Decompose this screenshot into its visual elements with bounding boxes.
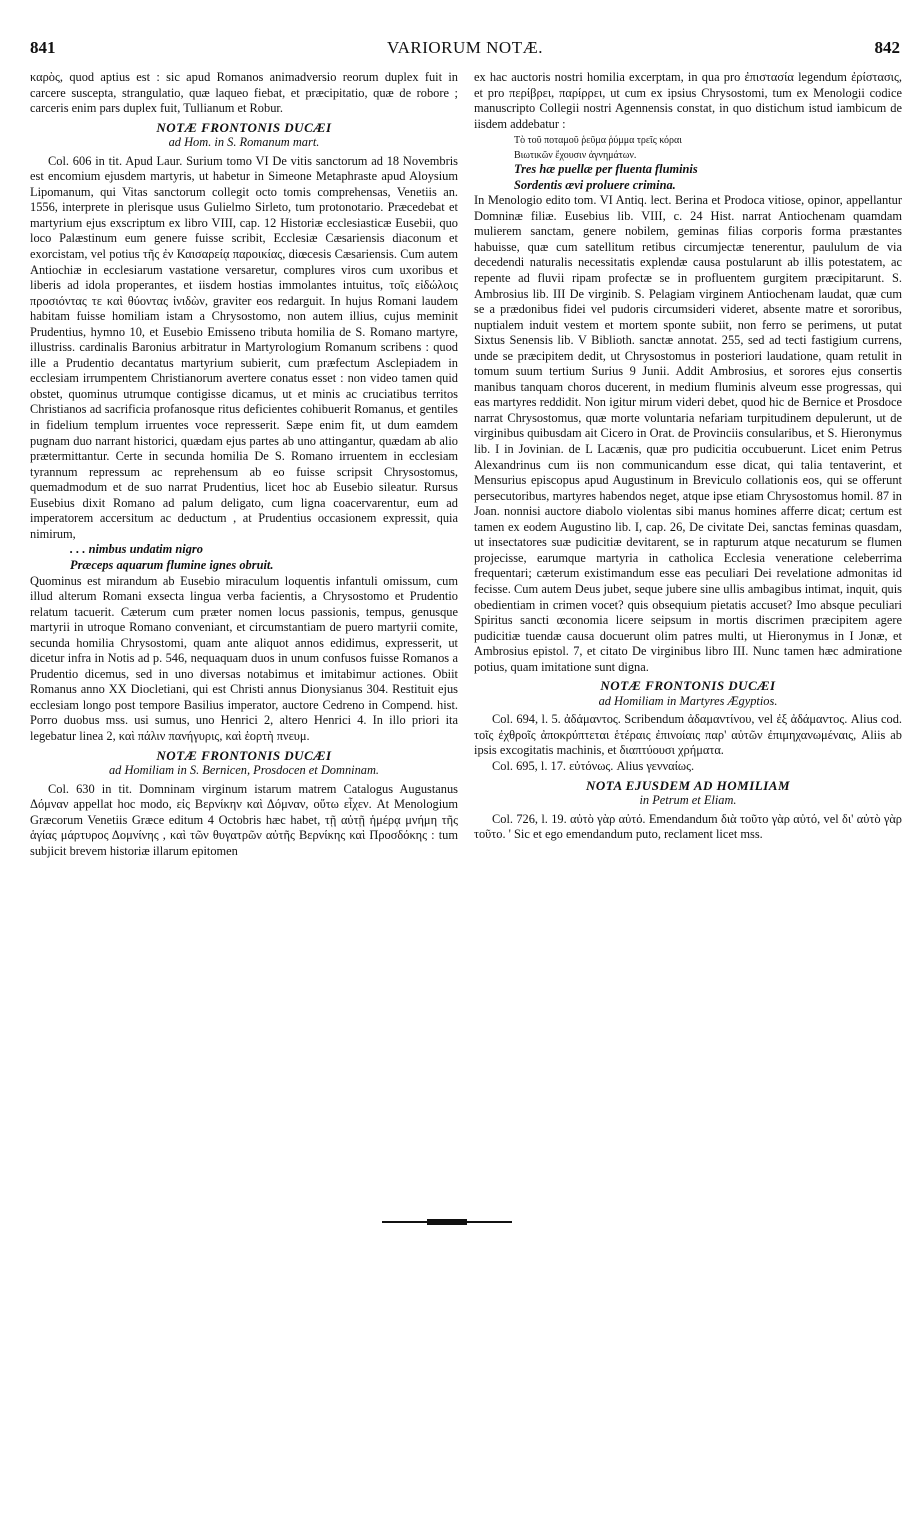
section-subtitle: in Petrum et Eliam. — [639, 793, 737, 808]
section-heading: NOTÆ FRONTONIS DUCÆI — [600, 678, 776, 694]
page-number-right: 842 — [874, 38, 900, 57]
paragraph: Quominus est mirandum ab Eusebio miraculum loquentis infantuli omissum, cum illud alterum Romani exsecta lingua verba facientis, a Chrysostomo et Prudentio relatum tacuerit. Cæterum cum præter nomen locus passionis, tempus, genusque martyrii in utroque Romano conveniant, et circumstantiam de puero martyrii comite, secunda homilia Chrysostomi, quam ante aliquot annos edidimus, expresserit, ut dicetur infra in Notis ad p. 546, nequaquam duos in unum confusos fuisse Romanos a Prudentio dicemus, sed in uno diversas notabimus et imitabimur actiones. Obiit Romanus anno XX Diocletiani, qui est Christi annus Dionysianus 304. Restituit ejus ecclesiam longo post tempore Basilius imperator, auctore Cedreno in Compend. hist. Porro duobus mss. usi sumus, uno Henrici 2, altero Henrici 4. In illo priori ita legebatur linea 2, καὶ πάλιν πανήγυρις, καὶ ἑορτὴ πνευμ. — [30, 573, 458, 743]
verse-line: Sordentis ævi proluere crimina. — [514, 177, 676, 192]
section-subtitle: ad Homiliam in Martyres Ægyptios. — [598, 693, 778, 708]
paragraph: ex hac auctoris nostri homilia excerptam, in qua pro ἐπιστασία legendum ἐρίστασις, et pro περίβρει, παρίρρει, ut cum ex ipsius Chrysostomi, tum ex Menologii codice manuscripto Collegii nostri Agennensis constat, in quo distichum istud iambicum de iisdem addebatur : — [474, 70, 902, 131]
running-title: VARIORUM NOTÆ. — [387, 38, 543, 57]
greek-verse-line: Βιωτικῶν ἔχουσιν ἀγνημάτων. — [514, 150, 637, 162]
verse-line: Præceps aquarum flumine ignes obruit. — [70, 557, 274, 572]
section-heading: NOTA EJUSDEM AD HOMILIAM — [585, 777, 791, 793]
paragraph: In Menologio edito tom. VI Antiq. lect. Berina et Prodoca vitiose, opinor, appellantur Domninæ filiæ. Eusebius lib. VIII, c. 24 Hist. narrat Antiochenam quamdam mulierem sanctam, genere nobilem, geminas filias corporis forma præstantes habuisse, quæ cum satellitum retibus circumjectæ tenerentur, paululum de via decedendi naturalis necessitatis explendæ causa postularunt ab illis potestatem, ac repente ad fluvii ripam profectæ se in profluentem gurgitem præcipitarunt. S. Ambrosius lib. III De virginib. S. Pelagiam virginem Antiochenam laudat, quæ cum se a prædonibus fidei vel pudoris circumsideri videret, absente matre et sororibus, nuptialem induit vestem et mortem sponte subiit, non ferro se perimens, ut putat Sixtus Senensis lib. V Biblioth. sanctæ annotat. 255, sed ad tecti fastigium currens, unde se præcipitem dedit, ut Chrysostomus in posteriori laudatione, quam retulit in tomum suum tertium Surius 9 Junii. Addit Ambrosius, et sorores ejus consertis manibus tanquam choros ducerent, in medium fluminis alveum esse progressas, qui eas martyres reddidit. Non igitur mirum videri debet, quod hic de Bernice et Prosdoce narrat Chrysostomus, quæ morte voluntaria nefariam turpitudinem depulerunt, ut de virginibus quibusdam ait Cicero in Orat. de Provinciis consularibus, et S. Hieronymus lib. I in Jovinian. de L Lacænis, quæ pro pudicitia occubuerunt. Licet enim Petrus Alexandrinus cum iis non communicandum esse dicat, qui talia tentaverint, et Mensurius episcopus apud Augustinum in Breviculo collationis eos, qui se offerunt persecutoribus, martyres habendos neget, atque ipse etiam Chrysostomus homil. 87 in Joan. nonnisi auctore diabolo violentas sibi manus homines afferre dicat; certum est tamen ex eodem Augustino lib. I, cap. 26, De civitate Dei, sanctas feminas quasdam, ut insectatores suæ pudicitiæ devitarent, se in rapturum atque necaturum se flumen projecisse, earumque martyria in catholica Ecclesia veneratione celeberrima frequentari; cæterum existimandum esse eas peculiari Dei revelatione admonitas id fecisse. Cum autem Deus jubet, seque jubere sine ullis ambagibus intimat, inquit, quis obedientiam in crimen vocet? quis obsequium pietatis accuset? Imo absque peculiari Spiritus sancti œconomia licere seipsum in mortis discrimen præcipitem agere pudicitiæ tuendæ causa docuerunt olim patres multi, ut Hieronymus in I Jonæ, et Ambrosius epistol. 7, et citato De virginibus libro III. Nunc tamen hæc admiratione potius, quam imitatione sunt digna. — [474, 193, 902, 674]
section-heading: NOTÆ FRONTONIS DUCÆI — [156, 119, 332, 135]
end-ornament — [382, 1218, 512, 1226]
paragraph: Col. 726, l. 19. αὐτὸ γὰρ αὐτό. Emendandum διὰ τοῦτο γὰρ αὐτό, vel δι' αὐτὸ γὰρ τοῦτο. ' Sic et ego emendandum puto, reclament licet mss. — [474, 811, 902, 842]
paragraph: Col. 630 in tit. Domninam virginum istarum matrem Catalogus Augustanus Δόμναν appellat hoc modo, εἰς Βερνίκην καὶ Δόμναν, οὕτω εἶχεν. At Menologium Græcorum Venetiis Græce editum 4 Octobris hæc habet, τῇ αὐτῇ ἡμέρᾳ μνήμη τῆς ἁγίας μάρτυρος Δομνίνης , καὶ τῶν θυγατρῶν αὐτῆς Βερνίκης καὶ Προσδόκης : tum subjicit brevem historiæ illarum epitomen — [30, 781, 458, 858]
greek-verse-line: Τὸ τοῦ ποταμοῦ ῥεῦμα ῥύμμα τρεῖς κόραι — [514, 135, 682, 147]
paragraph: Col. 606 in tit. Apud Laur. Surium tomo VI De vitis sanctorum ad 18 Novembris est encomium ejusdem martyris, ut habetur in Simeone Metaphraste apud Aloysium Lipomanum, qui Vitas sanctorum collegit octo tomis comprehensas, Venetiis an. 1556, interprete in plerisque usus Gulielmo Sirleto, tum protonotario. Præcedebat et martyrium ejus exscriptum ex libro VIII, cap. 12 Historiæ ecclesiasticæ Eusebii, quo loco Palæstinum eum genere fuisse scribit, Ecclesiæ Cæsariensis diaconum et exorcistam, vel potius τῆς ἐν Καισαρείᾳ παροικίας, diœcesis Cæsariensis. Cum autem Antiochiæ in ecclesiarum vastatione versaretur, complures viros cum uxoribus et liberis ad idola properantes, et iisdem hostias immolantes intuitus, τοῖς εἰδώλοις προσιόντας τε καὶ θύοντας ἰνιδὼν, graviter eos redarguit. In hujus Romani laudem habitam fuisse homiliam istam a Chrysostomo, non autem illius, cujus meminit Prudentius, hymno 10, et Eusebio Emisseno tributa homilia de S. Romano martyre, illustriss. cardinalis Baronius arbitratur in Martyrologium Romanum scribens : quod ille a Prudentio decantatus martyrium subierit, cum præfectum Asclepiadem in ecclesiam irrumpentem Christianorum avertere conatus esset : non video tamen quid obstet, quominus utrumque contigisse dicamus, ut et minis ac cruciatibus territos Christianos ad sacrificia profanosque ritus deficientes cohibuerit Romanus, et gentiles in fidelium templum irruentes voce represserit. Sæpe enim fit, ut dum eamdem pugnam duo narrant historici, quædam ejus partes ab uno attingantur, quædam ab alio prætermittantur. Certe in secunda homilia De S. Romano irruentem in ecclesiam tyrannum repressum ac reprehensum ab eo fuisse scripsit Chrysostomus, quemadmodum et de suo narrat Prudentius, licet hoc ab Eusebio sileatur. Rursus Eusebius dixit Romano ad palum deligato, cum ligna coacervarentur, eum ad imperatorem accersitum ac deductum , at Prudentius occasionem expressit, quia nimirum, — [30, 153, 458, 541]
verse-line: Tres hæ puellæ per fluenta fluminis — [514, 162, 698, 177]
paragraph: καρὸς, quod aptius est : sic apud Romanos animadversio reorum duplex fuit in carcere suscepta, strangulatio, quæ laqueo fiebat, et præcipitatio, quæ de robore ; carceris enim pars duplex fuit, Tullianum et Robur. — [30, 70, 458, 116]
page-header — [30, 38, 900, 60]
section-subtitle: ad Homiliam in S. Bernicen, Prosdocen et Domninam. — [108, 763, 380, 778]
page-number-left: 841 — [30, 38, 56, 57]
section-subtitle: ad Hom. in S. Romanum mart. — [168, 135, 320, 150]
section-heading: NOTÆ FRONTONIS DUCÆI — [156, 747, 332, 763]
right-column — [474, 70, 902, 843]
left-column — [30, 70, 458, 859]
paragraph: Col. 694, l. 5. ἀδάμαντος. Scribendum ἀδαμαντίνου, vel ἐξ ἀδάμαντος. Alius cod. τοῖς ἐχθροῖς ἀποκρύπτεται ἑτέραις ἐπινοίαις παρ' αὐτῶν ἐπιμηχανωμέναις, Aliis ab ipsis excogitatis machinis, et διαπτύουσι χρήματα. — [474, 712, 902, 758]
verse-line: . . . nimbus undatim nigro — [70, 542, 203, 557]
paragraph: Col. 695, l. 17. εὐτόνως. Alius γενναίως. — [492, 758, 695, 773]
